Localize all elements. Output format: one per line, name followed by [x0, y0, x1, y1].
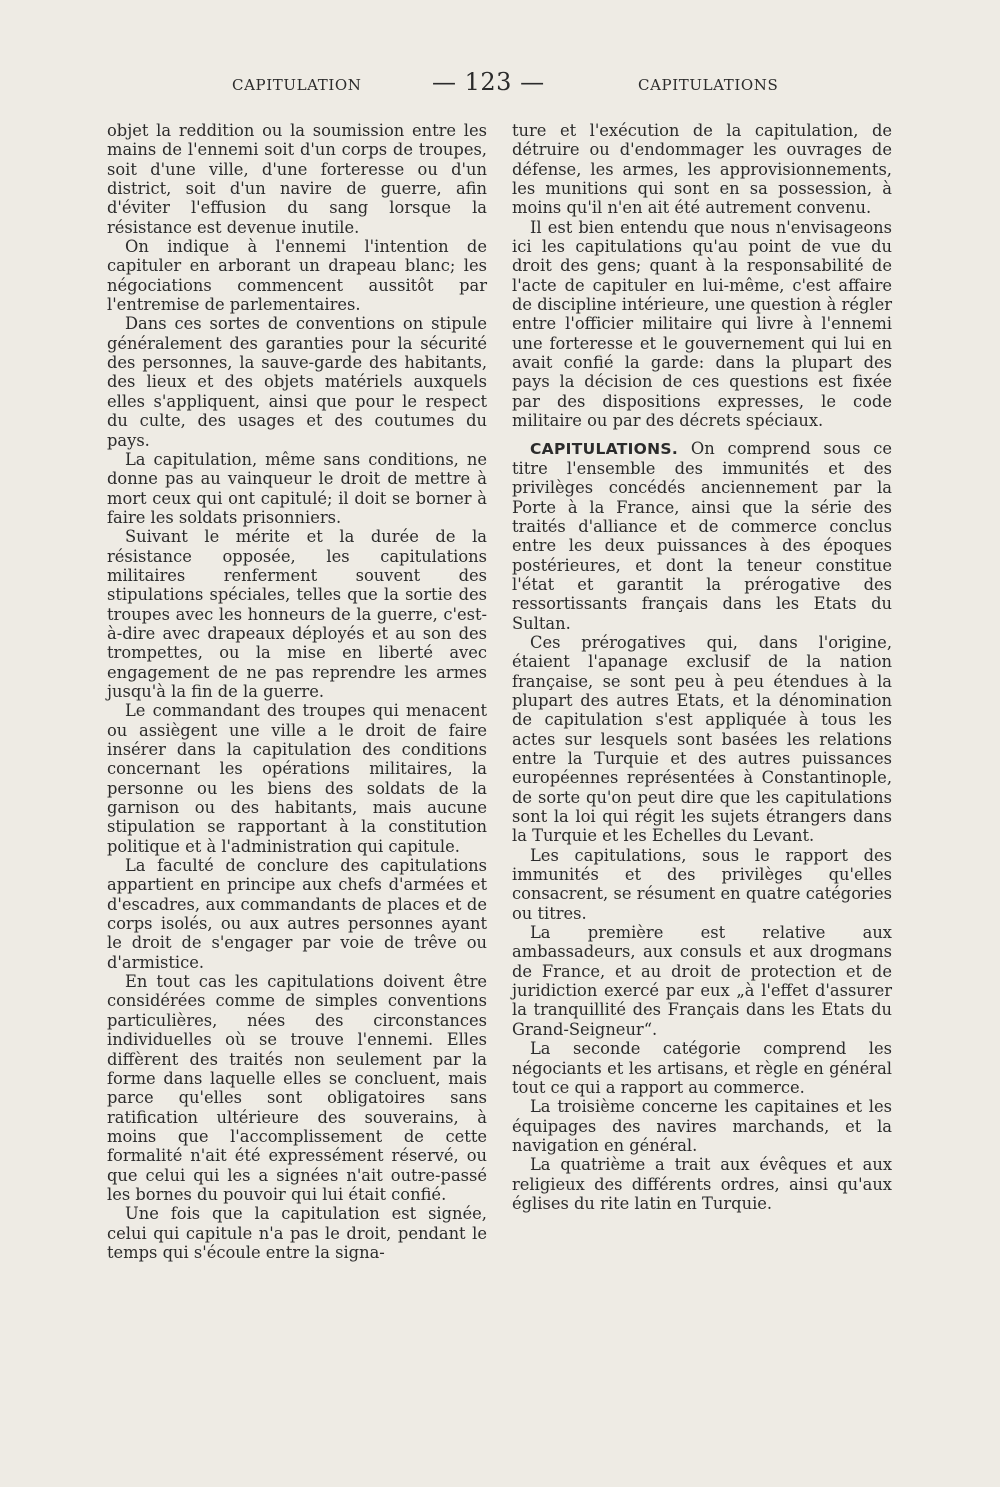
paragraph: La capitulation, même sans conditions, ne donne pas au vainqueur le droit de mettre à mort ceux qui ont capitulé; il doit se borner à faire les soldats prisonniers.: [107, 449, 487, 527]
paragraph: La quatrième a trait aux évêques et aux religieux des différents ordres, ainsi qu'aux églises du rite latin en Turquie.: [512, 1155, 892, 1213]
paragraph: ture et l'exécution de la capitulation, de détruire ou d'endommager les ouvrages de défense, les armes, les approvisionnements, les munitions qui sont en sa possession, à moins qu'il n'en ait été autrement convenu.: [512, 121, 892, 218]
paragraph: Dans ces sortes de conventions on stipule généralement des garanties pour la sécurité des personnes, la sauve-garde des habitants, des lieux et des objets matériels auxquels elles s'appliquent, ainsi que pour le respect du culte, des usages et des coutumes du pays.: [107, 314, 487, 450]
paragraph: La première est relative aux ambassadeurs, aux consuls et aux drogmans de France, et au droit de protection et de juridiction exercé par eux „à l'effet d'assurer la tranquillité des Français dans les Etats du Grand-Seigneur“.: [512, 923, 892, 1039]
header-right-word: CAPITULATIONS: [638, 76, 779, 94]
entry-text: On comprend sous ce titre l'ensemble des immunités et des privilèges concédés anciennement par la Porte à la France, ainsi que la série des traités d'alliance et de commerce conclus entre les deux puissances à des époques postérieures, et dont la teneur constitue l'état et garantit la prérogative des ressortissants français dans les Etats du Sultan.: [512, 438, 892, 633]
paragraph: En tout cas les capitulations doivent être considérées comme de simples conventions particulières, nées des circonstances individuelles où se trouve l'ennemi. Elles diffèrent des traités non seulement par la forme dans laquelle elles se concluent, mais parce qu'elles sont obligatoires sans ratification ultérieure des souverains, à moins que l'accomplissement de cette formalité n'ait été expressément réservé, ou que celui qui les a signées n'ait outre-passé les bornes du pouvoir qui lui était confié.: [107, 972, 487, 1204]
entry-heading: CAPITULATIONS.: [530, 439, 679, 458]
paragraph: objet la reddition ou la soumission entre les mains de l'ennemi soit d'un corps de troupes, soit d'une ville, d'une forteresse ou d'un district, soit d'un navire de guerre, afin d'éviter l'effusion du sang lorsque la résistance est devenue inutile.: [107, 121, 487, 237]
left-column: [107, 121, 487, 1262]
right-column: [512, 121, 892, 1213]
paragraph: Une fois que la capitulation est signée, celui qui capitule n'a pas le droit, pendant le temps qui s'écoule entre la signa-: [107, 1204, 487, 1262]
paragraph: Il est bien entendu que nous n'envisageons ici les capitulations qu'au point de vue du droit des gens; quant à la responsabilité de l'acte de capituler en lui-même, c'est affaire de discipline intérieure, une question à régler entre l'officier militaire qui livre à l'ennemi une forteresse et le gouvernement qui lui en avait confié la garde: dans la plupart des pays la décision de ces questions est fixée par des dispositions expresses, le code militaire ou par des décrets spéciaux.: [512, 217, 892, 431]
paragraph: Ces prérogatives qui, dans l'origine, étaient l'apanage exclusif de la nation française, se sont peu à peu étendues à la plupart des autres Etats, et la dénomination de capitulation s'est appliquée à tous les actes sur lesquels sont basées les relations entre la Turquie et des autres puissances européennes représentées à Constantinople, de sorte qu'on peut dire que les capitulations sont la loi qui régit les sujets étrangers dans la Turquie et les Echelles du Levant.: [512, 632, 892, 846]
paragraph: La faculté de conclure des capitulations appartient en principe aux chefs d'armées et d'escadres, aux commandants de places et de corps isolés, ou aux autres personnes ayant le droit de s'engager par voie de trêve ou d'armistice.: [107, 856, 487, 972]
paragraph: Suivant le mérite et la durée de la résistance opposée, les capitulations militaires renferment souvent des stipulations spéciales, telles que la sortie des troupes avec les honneurs de la guerre, c'est-à-dire avec drapeaux déployés et au son des trompettes, ou la mise en liberté avec engagement de ne pas reprendre les armes jusqu'à la fin de la guerre.: [107, 527, 487, 701]
page-number: — 123 —: [432, 68, 545, 96]
paragraph: La seconde catégorie comprend les négociants et les artisans, et règle en général tout ce qui a rapport au commerce.: [512, 1039, 892, 1097]
paragraph: Les capitulations, sous le rapport des immunités et des privilèges qu'elles consacrent, se résument en quatre catégories ou titres.: [512, 845, 892, 923]
header-left-word: CAPITULATION: [232, 76, 362, 94]
paragraph: La troisième concerne les capitaines et les équipages des navires marchands, et la navigation en général.: [512, 1097, 892, 1155]
paragraph: Le commandant des troupes qui menacent ou assiègent une ville a le droit de faire insérer dans la capitulation des conditions concernant les opérations militaires, la personne ou les biens des soldats de la garnison ou des habitants, mais aucune stipulation se rapportant à la constitution politique et à l'administration qui capitule.: [107, 701, 487, 856]
paragraph: On indique à l'ennemi l'intention de capituler en arborant un drapeau blanc; les négociations commencent aussitôt par l'entremise de parlementaires.: [107, 237, 487, 315]
dictionary-entry: [512, 439, 892, 633]
running-header: [0, 70, 1000, 100]
